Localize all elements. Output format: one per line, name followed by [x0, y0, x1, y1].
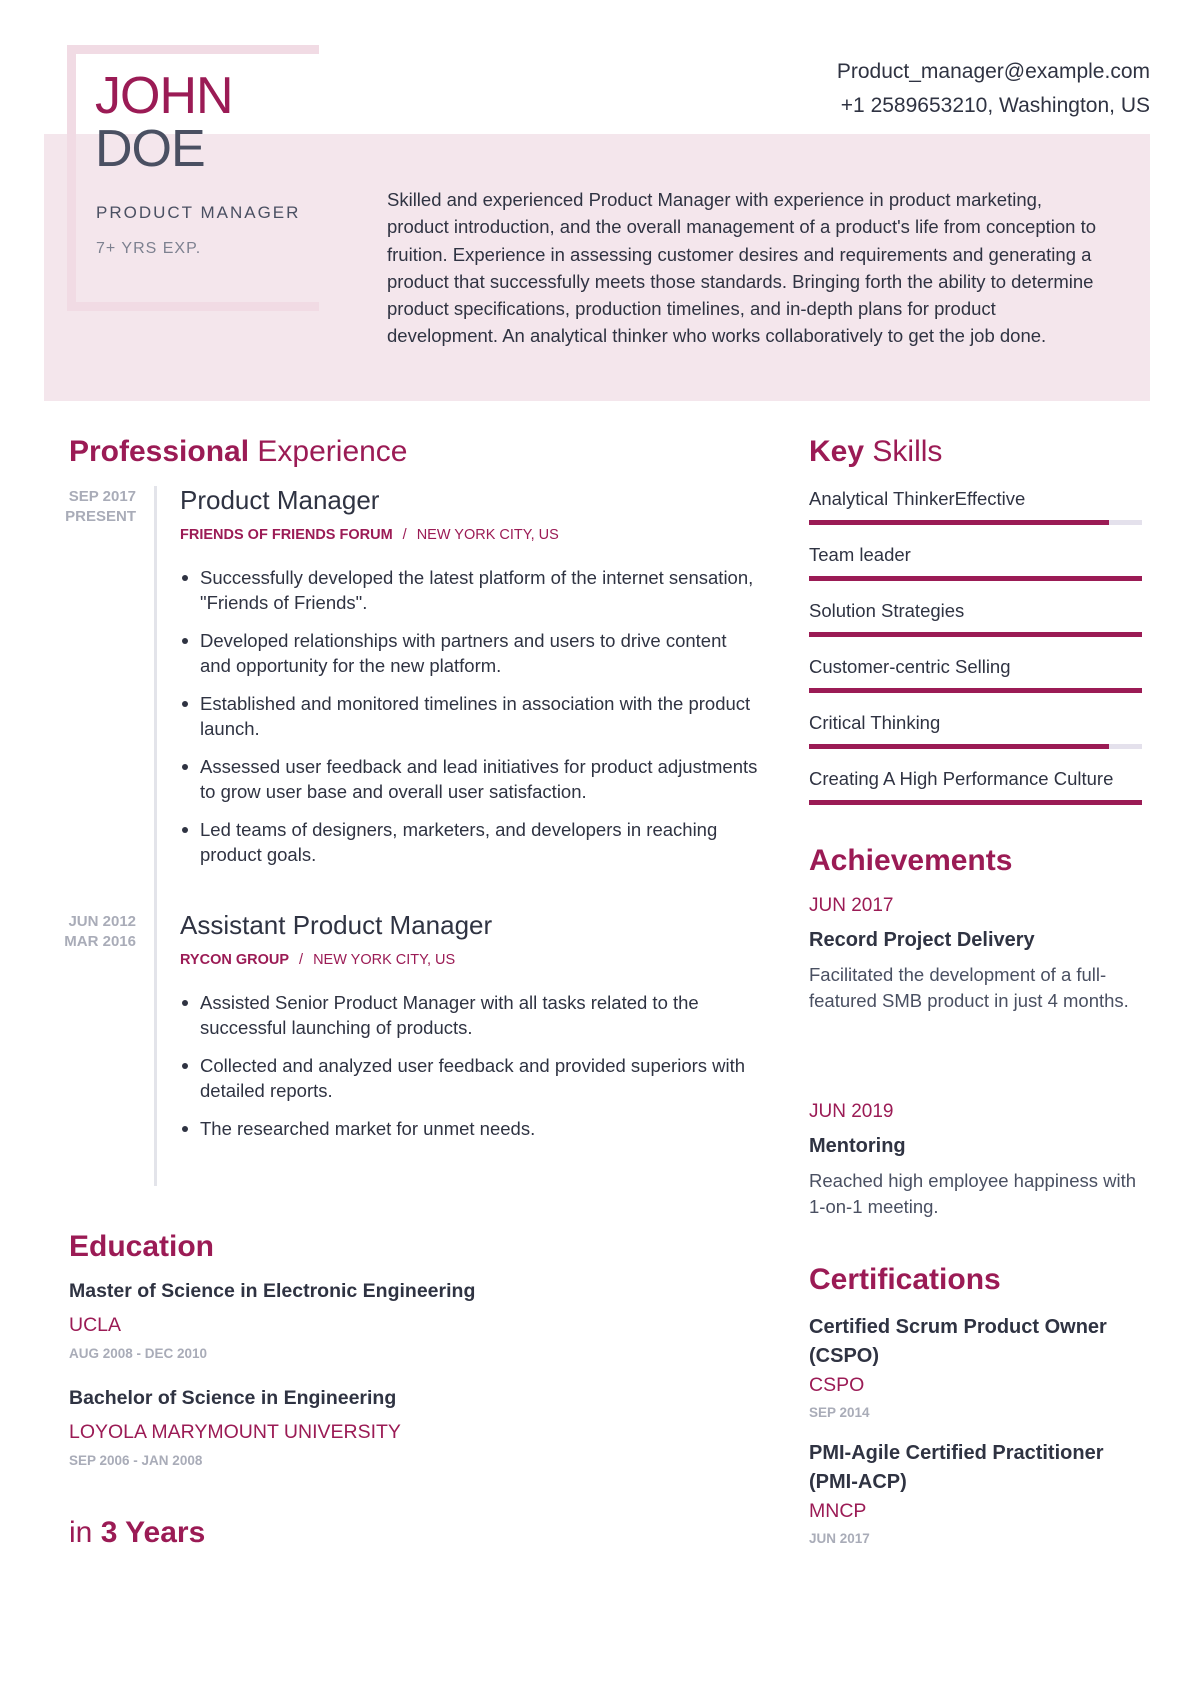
- skill-label: Analytical ThinkerEffective: [809, 488, 1026, 509]
- skill-label: Customer-centric Selling: [809, 656, 1011, 677]
- skills-heading-light: Skills: [872, 435, 943, 468]
- list-item: Successfully developed the latest platform of the internet sensation, "Friends of Friends".: [180, 565, 760, 615]
- cert-issuer: MNCP: [809, 1500, 867, 1522]
- achievement-desc: Facilitated the development of a full-featured SMB product in just 4 months.: [809, 964, 1129, 1011]
- job-start-date: JUN 2012: [68, 913, 136, 930]
- tagline-prefix: in: [69, 1516, 93, 1549]
- edu-school: UCLA: [69, 1314, 122, 1336]
- skills-heading-bold: Key: [809, 435, 865, 468]
- phone-location: +1 2589653210, Washington, US: [840, 94, 1150, 117]
- job-start-date: SEP 2017: [68, 488, 136, 505]
- edu-degree: Master of Science in Electronic Engineering: [69, 1280, 476, 1302]
- education-heading-text: Education: [69, 1230, 215, 1263]
- education-heading: [69, 1230, 214, 1264]
- cert-date: SEP 2014: [809, 1405, 870, 1420]
- job-title: Product Manager: [180, 485, 380, 515]
- email[interactable]: Product_manager@example.com: [836, 60, 1150, 83]
- company-location: NEW YORK CITY, US: [416, 527, 559, 543]
- summary: Skilled and experienced Product Manager with experience in product marketing, product introduction, and the overall management of a product's life from conception to fruition. Experience in assessing customer desires and requirements and generating a product that successfully meets those standards. Bringing forth the ability to determine product specifications, production timelines, and in-depth plans for product development. An analytical thinker who works collaboratively to get the job done.: [387, 189, 1096, 347]
- skill-level-bar: [809, 576, 1142, 581]
- cert-issuer: CSPO: [809, 1374, 865, 1396]
- skill-level-fill: [809, 688, 1142, 693]
- certifications-heading-text: Certifications: [809, 1263, 1001, 1296]
- company-name: FRIENDS OF FRIENDS FORUM: [180, 527, 393, 543]
- skill-label: Creating A High Performance Culture: [809, 768, 1114, 789]
- job-company-line: [180, 527, 559, 543]
- certifications-heading: [809, 1263, 1001, 1297]
- skill-label: Team leader: [809, 544, 911, 565]
- separator: /: [299, 952, 304, 968]
- job-company-line: [180, 952, 455, 968]
- list-item: Assisted Senior Product Manager with all tasks related to the successful launching of products.: [180, 990, 760, 1040]
- job-bullets: [180, 565, 760, 880]
- skill-label: Solution Strategies: [809, 600, 965, 621]
- last-name: DOE: [95, 120, 205, 178]
- list-item: Established and monitored timelines in association with the product launch.: [180, 691, 760, 741]
- experience-heading: [69, 435, 408, 469]
- list-item: Developed relationships with partners and users to drive content and opportunity for the new platform.: [180, 628, 760, 678]
- job-end-date: MAR 2016: [64, 933, 136, 950]
- years-experience: 7+ YRS EXP.: [96, 240, 202, 257]
- skill-level-bar: [809, 744, 1142, 749]
- skill-level-fill: [809, 576, 1142, 581]
- experience-heading-light: Experience: [257, 435, 408, 468]
- achievement-desc: Reached high employee happiness with 1-on-1 meeting.: [809, 1170, 1137, 1217]
- skill-level-fill: [809, 520, 1109, 525]
- tagline: [69, 1516, 205, 1550]
- skill-level-bar: [809, 632, 1142, 637]
- achievement-date: JUN 2017: [809, 895, 894, 916]
- skill-item: [809, 711, 1142, 749]
- achievements-heading: [809, 844, 1012, 878]
- edu-school: LOYOLA MARYMOUNT UNIVERSITY: [69, 1421, 401, 1443]
- job-role: PRODUCT MANAGER: [96, 203, 301, 222]
- list-item: The researched market for unmet needs.: [180, 1116, 760, 1141]
- edu-dates: SEP 2006 - JAN 2008: [69, 1453, 203, 1468]
- skill-item: [809, 599, 1142, 637]
- skill-level-fill: [809, 800, 1142, 805]
- skills-heading: [809, 435, 942, 469]
- timeline-line: [154, 486, 157, 1186]
- experience-heading-bold: Professional: [69, 435, 250, 468]
- skill-level-fill: [809, 744, 1109, 749]
- achievements-heading-text: Achievements: [809, 844, 1013, 877]
- skill-level-fill: [809, 632, 1142, 637]
- skill-item: [809, 655, 1142, 693]
- job-title: Assistant Product Manager: [180, 910, 493, 940]
- list-item: Led teams of designers, marketers, and developers in reaching product goals.: [180, 817, 760, 867]
- job-bullets: [180, 990, 760, 1154]
- list-item: Collected and analyzed user feedback and provided superiors with detailed reports.: [180, 1053, 760, 1103]
- cert-name: PMI-Agile Certified Practitioner (PMI-ACP): [809, 1442, 1104, 1493]
- edu-degree: Bachelor of Science in Engineering: [69, 1387, 397, 1409]
- cert-name: Certified Scrum Product Owner (CSPO): [809, 1316, 1107, 1367]
- list-item: Assessed user feedback and lead initiatives for product adjustments to grow user base and overall user satisfaction.: [180, 754, 760, 804]
- skill-level-bar: [809, 520, 1142, 525]
- skill-item: [809, 767, 1142, 805]
- achievement-date: JUN 2019: [809, 1101, 894, 1122]
- first-name: JOHN: [95, 67, 233, 125]
- separator: /: [402, 527, 407, 543]
- tagline-emphasis: 3 Years: [100, 1516, 206, 1549]
- edu-dates: AUG 2008 - DEC 2010: [69, 1346, 208, 1361]
- job-end-date: PRESENT: [65, 508, 136, 525]
- achievement-title: Record Project Delivery: [809, 929, 1035, 951]
- skill-item: [809, 543, 1142, 581]
- skill-level-bar: [809, 688, 1142, 693]
- skill-level-bar: [809, 800, 1142, 805]
- skill-label: Critical Thinking: [809, 712, 941, 733]
- skill-item: [809, 487, 1142, 525]
- achievement-title: Mentoring: [809, 1135, 906, 1157]
- company-name: RYCON GROUP: [180, 952, 290, 968]
- cert-date: JUN 2017: [809, 1531, 870, 1546]
- company-location: NEW YORK CITY, US: [313, 952, 456, 968]
